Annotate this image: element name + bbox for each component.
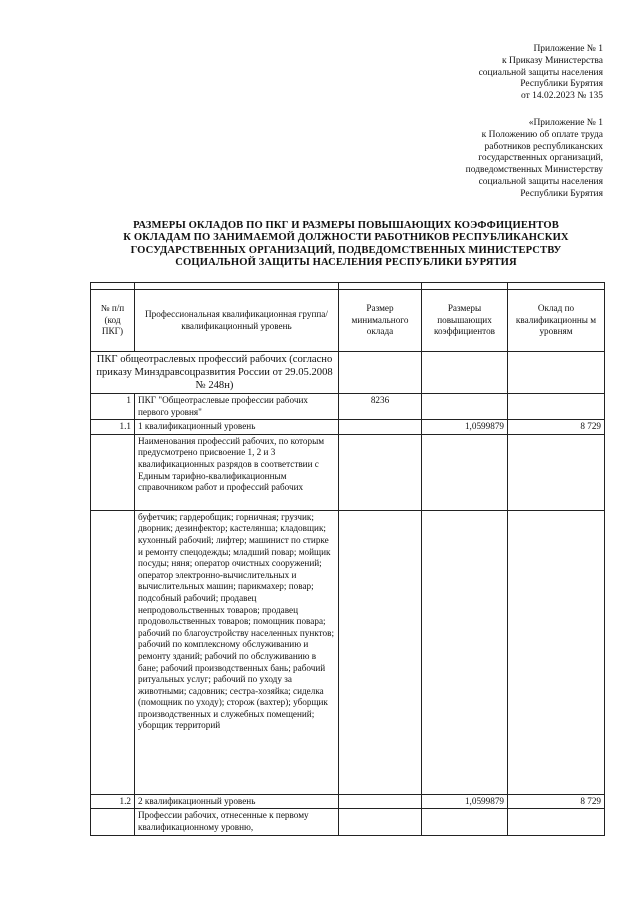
row-number: 1 <box>91 394 135 420</box>
appendix-order-block <box>479 44 603 103</box>
appendix-line: к Приказу Министерства <box>501 55 603 66</box>
group-heading-row <box>91 352 605 394</box>
table-row <box>91 809 605 835</box>
appendix-line: социальной защиты населения <box>478 176 603 187</box>
appendix-line: работников республиканских <box>484 141 603 152</box>
appendix-regulation-block <box>466 118 603 201</box>
title-line: ГОСУДАРСТВЕННЫХ ОРГАНИЗАЦИЙ, ПОДВЕДОМСТВЕННЫХ МИНИСТЕРСТВУ <box>130 244 562 256</box>
appendix-line: государственных организаций, <box>478 153 603 164</box>
row-note: Профессии рабочих, отнесенные к первому квалификационному уровню, <box>135 809 339 835</box>
appendix-line: «Приложение № 1 <box>528 118 603 128</box>
table-top-spacer <box>91 283 605 290</box>
salary-table <box>90 282 605 836</box>
row-professions: буфетчик; гардеробщик; горничная; грузчик; дворник; дезинфектор; кастелянша; кладовщик; кухонный рабочий; лифтер; машинист по стирке и ремонту спецодежды; младший повар; мойщик посуды; няня; оператор очистных сооружений; оператор электронно-вычислительных и вычислительных машин; парикмахер; повар; подсобный рабочий; продавец непродовольственных товаров; продавец продовольственных товаров; помощник повара; рабочий по благоустройству населенных пунктов; рабочий по комплексному обслуживанию и ремонту зданий; рабочий по обслуживанию в бане; рабочий производственных бань; рабочий ритуальных услуг; рабочий по уходу за животными; садовник; сестра-хозяйка; сиделка (помощник по уходу); сторож (вахтер); уборщик производственных и служебных помещений; уборщик территорий <box>135 510 339 794</box>
table-row <box>91 510 605 794</box>
row-note: Наименования профессий рабочих, по которым предусмотрено присвоение 1, 2 и 3 квалификационных разрядов в соответствии с Единым тарифно-квалификационным справочником работ и профессий рабочих <box>135 434 339 510</box>
row-salary: 8 729 <box>508 420 605 435</box>
table-row <box>91 794 605 809</box>
header-number: № п/п (код ПКГ) <box>91 290 135 352</box>
row-name: ПКГ "Общеотраслевые профессии рабочих первого уровня" <box>135 394 339 420</box>
header-coefficients: Размеры повышающих коэффициентов <box>422 290 508 352</box>
header-min-salary: Размер минимального оклада <box>339 290 422 352</box>
row-coefficient: 1,0599879 <box>422 794 508 809</box>
appendix-line: подведомственных Министерству <box>465 165 603 176</box>
row-name: 2 квалификационный уровень <box>135 794 339 809</box>
table-row <box>91 420 605 435</box>
appendix-line: к Положению об оплате труда <box>481 129 603 140</box>
table-header-row <box>91 290 605 352</box>
group-heading: ПКГ общеотраслевых профессий рабочих (согласно приказу Минздравсоцразвития России от 29.05.2008 № 248н) <box>91 352 339 394</box>
title-line: РАЗМЕРЫ ОКЛАДОВ ПО ПКГ И РАЗМЕРЫ ПОВЫШАЮЩИХ КОЭФФИЦИЕНТОВ <box>133 220 559 231</box>
appendix-line: Республики Бурятия <box>520 188 603 199</box>
row-number: 1.1 <box>91 420 135 435</box>
appendix-line: социальной защиты населения <box>478 67 603 78</box>
table-row <box>91 434 605 510</box>
document-title <box>96 220 596 270</box>
appendix-line: Республики Бурятия <box>520 79 603 90</box>
appendix-line: Приложение № 1 <box>533 44 603 54</box>
title-line: К ОКЛАДАМ ПО ЗАНИМАЕМОЙ ДОЛЖНОСТИ РАБОТНИКОВ РЕСПУБЛИКАНСКИХ <box>123 232 569 244</box>
row-coefficient: 1,0599879 <box>422 420 508 435</box>
appendix-line: от 14.02.2023 № 135 <box>521 91 603 102</box>
row-min-salary: 8236 <box>339 394 422 420</box>
row-salary: 8 729 <box>508 794 605 809</box>
row-number: 1.2 <box>91 794 135 809</box>
title-line: СОЦИАЛЬНОЙ ЗАЩИТЫ НАСЕЛЕНИЯ РЕСПУБЛИКИ БУРЯТИЯ <box>175 257 517 269</box>
row-name: 1 квалификационный уровень <box>135 420 339 435</box>
header-group-level: Профессиональная квалификационная группа/квалификационный уровень <box>135 290 339 352</box>
table-row <box>91 394 605 420</box>
header-level-salary: Оклад по квалификационны м уровням <box>508 290 605 352</box>
